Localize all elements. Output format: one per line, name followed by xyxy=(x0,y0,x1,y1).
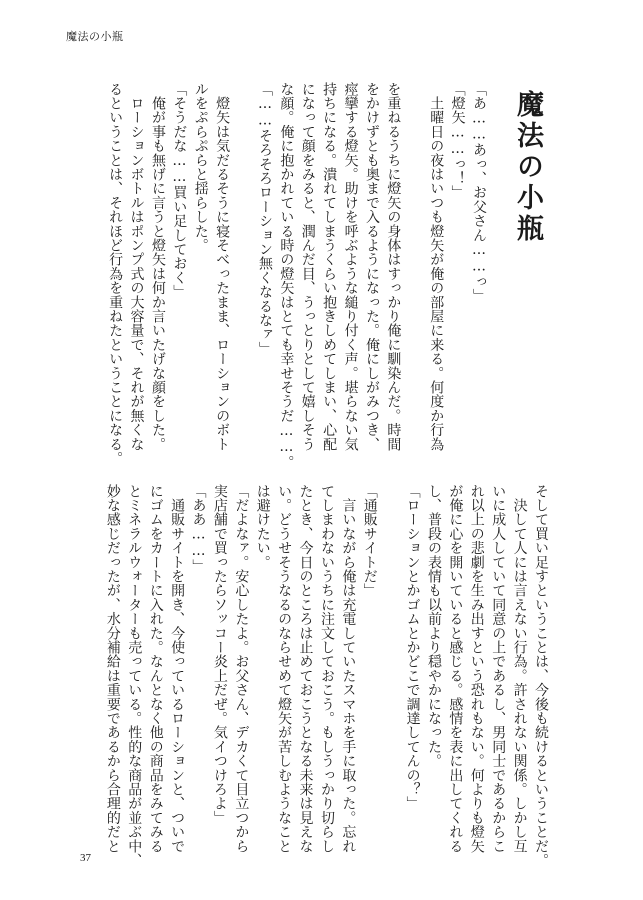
text-line: にゴムをカートに入れた。なんとなく他の商品をみてみる xyxy=(147,484,164,854)
text-line: 俺が事も無げに言うと燈矢は何か言いたげな顔をした。 xyxy=(149,82,166,452)
text-line: たとき、今日のところは止めておこうとなる未来は見えな xyxy=(297,484,314,854)
text-line: ルをぷらぷらと揺らした。 xyxy=(192,82,209,253)
text-line: 「燈矢……っ！」 xyxy=(449,82,466,200)
text-line: な顔。俺に抱かれている時の燈矢はとても幸せそうだ……。 xyxy=(278,82,295,470)
text-line: るということは、それほど行為を重ねたということになる。 xyxy=(107,82,124,466)
running-header: 魔法の小瓶 xyxy=(66,30,124,43)
text-line: てしまわないうちに注文しておこう。もしうっかり切らし xyxy=(318,484,335,854)
text-line: 実店舗で買ったらソッコー炎上だぜ。気イつけろよ」 xyxy=(211,484,228,825)
text-line: 燈矢は気だるそうに寝そべったまま、ローションのボト xyxy=(214,82,231,452)
text-line: 「ローションとかゴムとかどこで調達してんの？」 xyxy=(404,484,421,811)
text-line: 持ちになる。潰れてしまうくらい抱きしめてしまい、心配 xyxy=(321,82,338,452)
text-line: 言いながら俺は充電していたスマホを手に取った。忘れ xyxy=(340,484,357,854)
text-line: とミネラルウォーターも売っている。性的な商品が並ぶ中、 xyxy=(126,484,143,868)
chapter-title: 魔法の小瓶 xyxy=(512,90,543,245)
text-line: 「……そろそろローション無くなるなァ」 xyxy=(256,82,273,356)
text-line: になって顔をみると、潤んだ目、うっとりとして嬉しそう xyxy=(299,82,316,452)
text-line: れ以上の悲劇を生み出すという恐れもない。何よりも燈矢 xyxy=(468,484,485,854)
text-line: い。どうせそうなるのならせめて燈矢が苦しむようなこと xyxy=(276,484,293,854)
text-line: ローションボトルはポンプ式の大容量で、それが無くな xyxy=(128,82,145,452)
text-line: 土曜日の夜はいつも燈矢が俺の部屋に来る。何度か行為 xyxy=(428,82,445,452)
text-line: 決して人には言えない行為。許されない関係。しかし互 xyxy=(511,484,528,854)
text-line: いに成人していて同意の上であるし、男同士であるからこ xyxy=(490,484,507,854)
text-line: は避けたい。 xyxy=(254,484,271,570)
upper-text-block xyxy=(104,82,489,470)
text-line: 通販サイトを開き、今使っているローションと、ついで xyxy=(169,484,186,854)
text-line: そして買い足すということは、今後も続けるということだ。 xyxy=(533,484,549,868)
text-line: 「あ……あっ、お父さん……っ」 xyxy=(471,82,487,303)
text-line: をかけずとも奥まで入るようになった。俺にしがみつき、 xyxy=(363,82,380,452)
lower-text-block xyxy=(101,484,551,868)
text-line: 妙な感じだったが、水分補給は重要であるから合理的だと xyxy=(104,484,121,854)
page-number: 37 xyxy=(80,852,91,864)
text-line: 「そうだな……買い足しておく」 xyxy=(171,82,188,299)
text-line: が俺に心を開いていると感じる。感情を表に出してくれる xyxy=(447,484,464,854)
text-line: 「だよなァ。安心したよ。お父さん、デカくて目立つから xyxy=(233,484,250,854)
text-line: 痙攣する燈矢。助けを呼ぶような縋り付く声。堪らない気 xyxy=(342,82,359,452)
text-line: し、普段の表情も以前より穏やかになった。 xyxy=(425,484,442,768)
text-line: 「ああ……」 xyxy=(190,484,207,574)
text-line: を重ねるうちに燈矢の身体はすっかり俺に馴染んだ。時間 xyxy=(385,82,402,452)
text-line: 「通販サイトだ」 xyxy=(361,484,378,598)
